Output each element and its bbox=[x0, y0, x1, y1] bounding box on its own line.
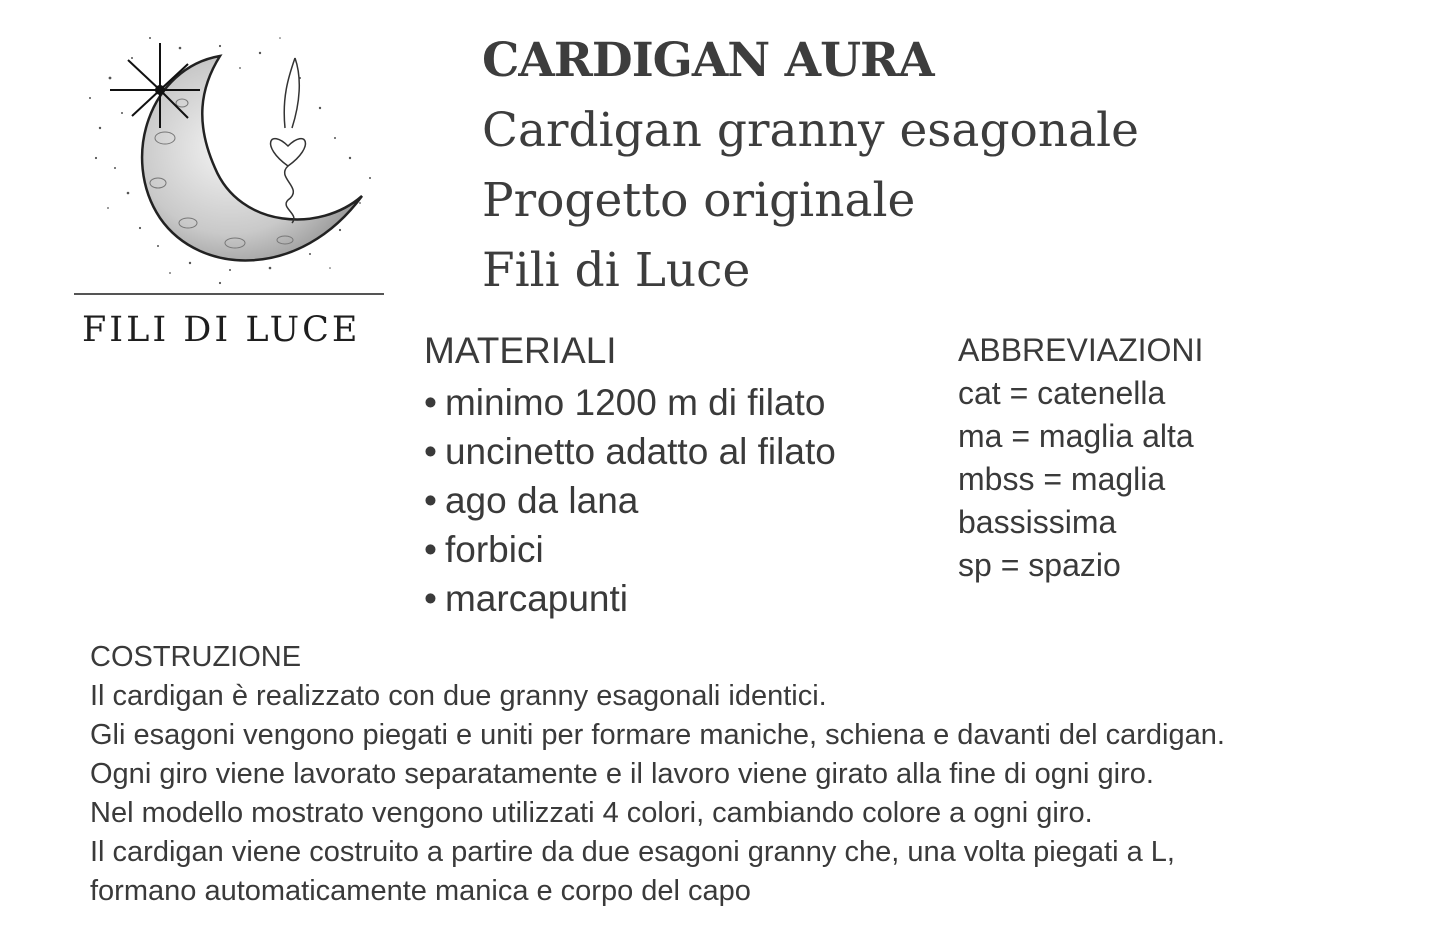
abbreviation-line: cat = catenella bbox=[958, 375, 1166, 411]
pattern-subtitle: Cardigan granny esagonale bbox=[482, 103, 1139, 158]
abbreviations-heading: ABBREVIAZIONI bbox=[958, 332, 1204, 368]
construction-line: Il cardigan viene costruito a partire da due esagoni granny che, una volta piegati a L, bbox=[90, 836, 1175, 868]
list-item: • forbici bbox=[424, 529, 544, 570]
bullet-icon: • bbox=[424, 529, 437, 570]
bullet-icon: • bbox=[424, 578, 437, 619]
pattern-author: Fili di Luce bbox=[482, 243, 751, 298]
pattern-title: CARDIGAN AURA bbox=[482, 33, 934, 88]
construction-line: Nel modello mostrato vengono utilizzati 4 colori, cambiando colore a ogni giro. bbox=[90, 797, 1093, 829]
list-item: • ago da lana bbox=[424, 480, 639, 521]
moon-shape bbox=[142, 56, 362, 260]
bullet-icon: • bbox=[424, 480, 437, 521]
abbreviation-line: bassissima bbox=[958, 504, 1117, 540]
pattern-origin: Progetto originale bbox=[482, 173, 916, 228]
materials-section bbox=[424, 330, 836, 623]
construction-line: formano automaticamente manica e corpo del capo bbox=[90, 875, 751, 907]
abbreviation-line: mbss = maglia bbox=[958, 461, 1166, 497]
heart-icon bbox=[271, 58, 306, 223]
construction-line: Gli esagoni vengono piegati e uniti per formare maniche, schiena e davanti del cardigan. bbox=[90, 719, 1225, 751]
materials-heading: MATERIALI bbox=[424, 330, 617, 371]
construction-line: Il cardigan è realizzato con due granny esagonali identici. bbox=[90, 680, 827, 712]
construction-heading: COSTRUZIONE bbox=[90, 641, 302, 673]
title-block bbox=[482, 26, 1139, 306]
construction-section bbox=[90, 638, 1225, 911]
list-item: • minimo 1200 m di filato bbox=[424, 382, 826, 423]
construction-line: Ogni giro viene lavorato separatamente e il lavoro viene girato alla fine di ogni giro. bbox=[90, 758, 1154, 790]
bullet-icon: • bbox=[424, 431, 437, 472]
abbreviation-line: ma = maglia alta bbox=[958, 418, 1194, 454]
crescent-moon-icon bbox=[70, 18, 388, 293]
abbreviations-section bbox=[958, 330, 1203, 587]
logo-divider bbox=[74, 293, 384, 295]
brand-logo bbox=[70, 18, 388, 358]
abbreviation-line: sp = spazio bbox=[958, 547, 1121, 583]
bullet-icon: • bbox=[424, 382, 437, 423]
list-item: • uncinetto adatto al filato bbox=[424, 431, 836, 472]
logo-wordmark: FILI DI LUCE bbox=[82, 310, 361, 350]
list-item: • marcapunti bbox=[424, 578, 628, 619]
